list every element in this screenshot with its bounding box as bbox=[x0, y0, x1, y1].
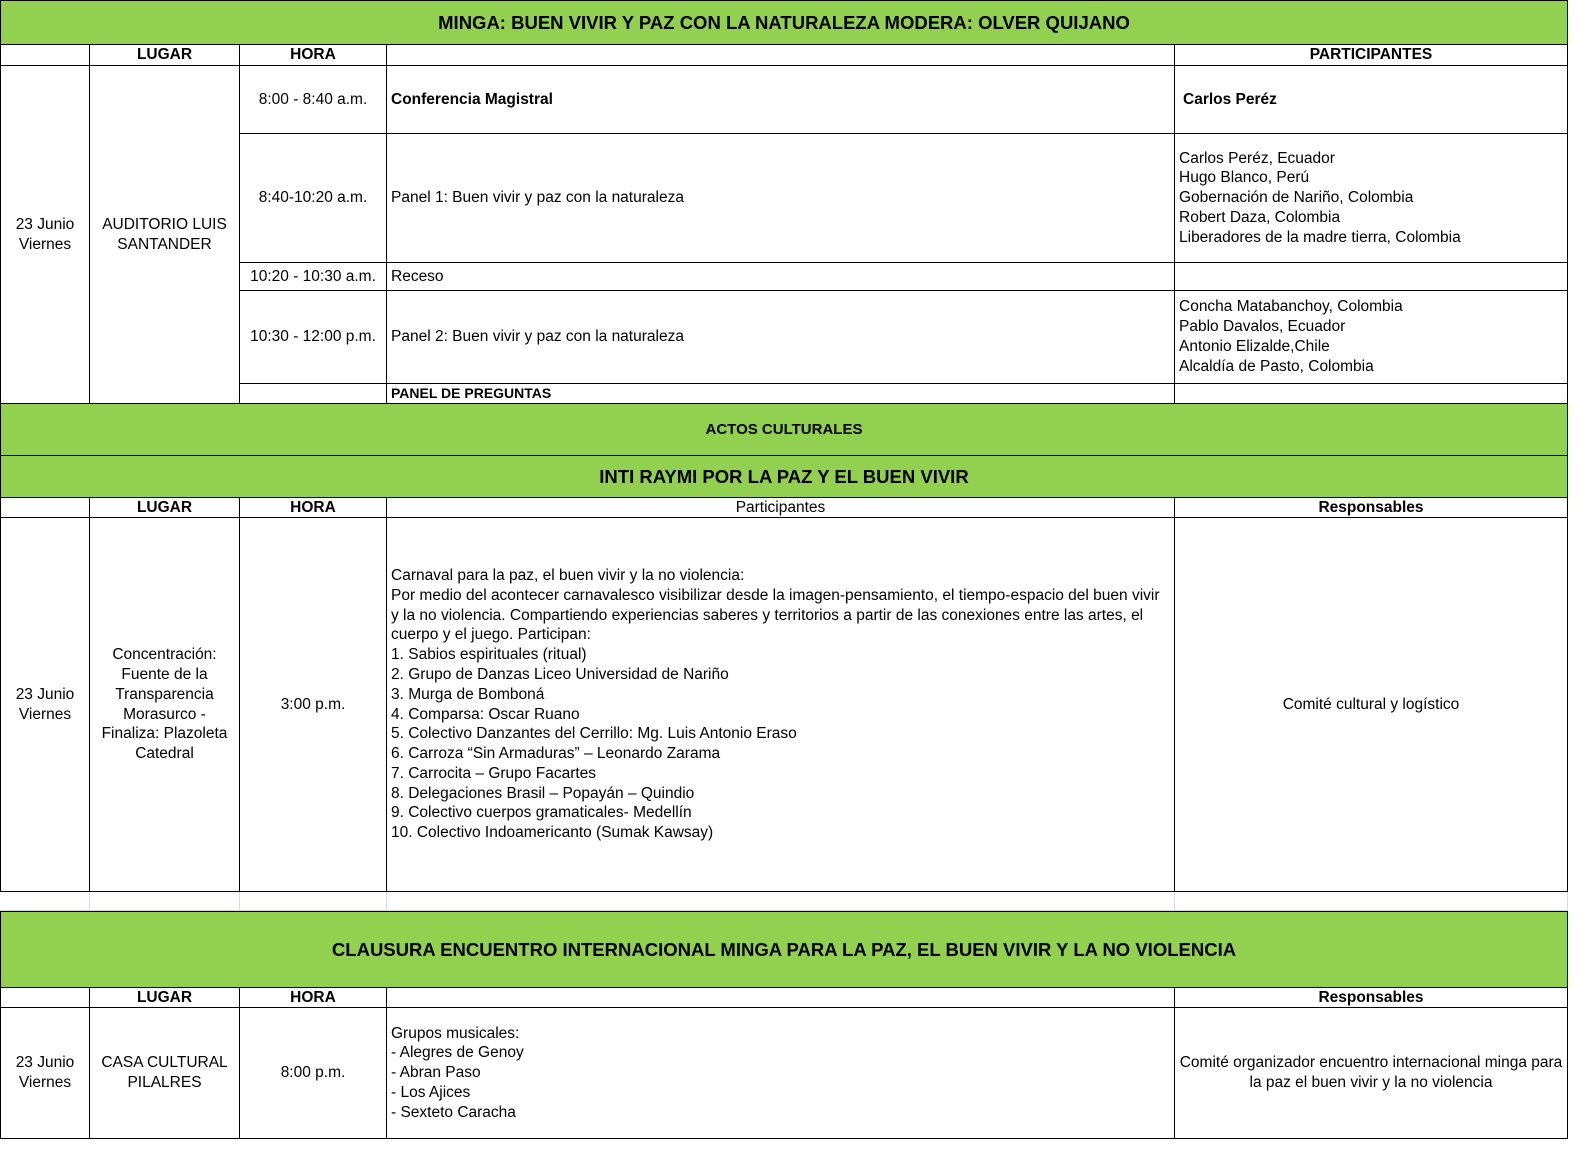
section1-header-activity[interactable] bbox=[387, 45, 1175, 66]
section3-fecha[interactable]: 23 Junio Viernes bbox=[0, 1008, 90, 1139]
section1-row2-participantes[interactable]: Carlos Peréz, Ecuador Hugo Blanco, Perú Gobernación de Nariño, Colombia Robert Daza, Colombia Liberadores de la madre tierra, Colombia bbox=[1175, 134, 1568, 263]
section2-hora[interactable]: 3:00 p.m. bbox=[240, 518, 387, 892]
section3-header-blank[interactable] bbox=[0, 988, 90, 1008]
section1-row2-hora[interactable]: 8:40-10:20 a.m. bbox=[240, 134, 387, 263]
section1-row3-participantes[interactable] bbox=[1175, 263, 1568, 291]
section1-header-hora[interactable]: HORA bbox=[240, 45, 387, 66]
section3-header-hora[interactable]: HORA bbox=[240, 988, 387, 1008]
section2-header-lugar[interactable]: LUGAR bbox=[90, 498, 240, 518]
section2-lugar[interactable]: Concentración: Fuente de la Transparencia Morasurco - Finaliza: Plazoleta Catedral bbox=[90, 518, 240, 892]
section1-lugar[interactable]: AUDITORIO LUIS SANTANDER bbox=[90, 66, 240, 404]
section1-row4-hora[interactable]: 10:30 - 12:00 p.m. bbox=[240, 291, 387, 384]
spacer-cell-activity[interactable] bbox=[387, 892, 1175, 911]
section1-header-blank[interactable] bbox=[0, 45, 90, 66]
section2-participantes[interactable]: Carnaval para la paz, el buen vivir y la no violencia: Por medio del acontecer carnavalesco visibilizar desde la imagen-pensamiento, el tiempo-espacio del buen vivir y la no violencia. Compartiendo experiencias saberes y territorios a partir de las conexiones entre las artes, el cuerpo y el juego. Participan: 1. Sabios espirituales (ritual) 2. Grupo de Danzas Liceo Universidad de Nariño 3. Murga de Bomboná 4. Comparsa: Oscar Ruano 5. Colectivo Danzantes del Cerrillo: Mg. Luis Antonio Eraso 6. Carroza “Sin Armaduras” – Leonardo Zarama 7. Carrocita – Grupo Facartes 8. Delegaciones Brasil – Popayán – Quindio 9. Colectivo cuerpos gramaticales- Medellín 10. Colectivo Indoamericanto (Sumak Kawsay) bbox=[387, 518, 1175, 892]
section3-responsables[interactable]: Comité organizador encuentro internacional minga para la paz el buen vivir y la no violencia bbox=[1175, 1008, 1568, 1139]
section3-header-responsables[interactable]: Responsables bbox=[1175, 988, 1568, 1008]
section1-row5-hora[interactable] bbox=[240, 384, 387, 404]
section1-header-lugar[interactable]: LUGAR bbox=[90, 45, 240, 66]
section3-title[interactable]: CLAUSURA ENCUENTRO INTERNACIONAL MINGA PARA LA PAZ, EL BUEN VIVIR Y LA NO VIOLENCIA bbox=[0, 911, 1568, 988]
spacer-cell-fecha[interactable] bbox=[0, 892, 90, 911]
section1-title[interactable]: MINGA: BUEN VIVIR Y PAZ CON LA NATURALEZA MODERA: OLVER QUIJANO bbox=[0, 0, 1568, 45]
section2-header-participantes[interactable]: Participantes bbox=[387, 498, 1175, 518]
section1-fecha[interactable]: 23 Junio Viernes bbox=[0, 66, 90, 404]
section2-responsables[interactable]: Comité cultural y logístico bbox=[1175, 518, 1568, 892]
section3-lugar[interactable]: CASA CULTURAL PILALRES bbox=[90, 1008, 240, 1139]
section2-header-blank[interactable] bbox=[0, 498, 90, 518]
section1-row1-participantes[interactable]: Carlos Peréz bbox=[1175, 66, 1568, 134]
section1-row4-participantes[interactable]: Concha Matabanchoy, Colombia Pablo Davalos, Ecuador Antonio Elizalde,Chile Alcaldía de Pasto, Colombia bbox=[1175, 291, 1568, 384]
section3-header-activity[interactable] bbox=[387, 988, 1175, 1008]
section1-row5-actividad[interactable]: PANEL DE PREGUNTAS bbox=[387, 384, 1175, 404]
section3-header-lugar[interactable]: LUGAR bbox=[90, 988, 240, 1008]
section1-row2-actividad[interactable]: Panel 1: Buen vivir y paz con la naturaleza bbox=[387, 134, 1175, 263]
section1-row5-participantes[interactable] bbox=[1175, 384, 1568, 404]
section2-title[interactable]: INTI RAYMI POR LA PAZ Y EL BUEN VIVIR bbox=[0, 456, 1568, 498]
section2-header-responsables[interactable]: Responsables bbox=[1175, 498, 1568, 518]
section1-header-participantes[interactable]: PARTICIPANTES bbox=[1175, 45, 1568, 66]
actos-culturales-banner[interactable]: ACTOS CULTURALES bbox=[0, 404, 1568, 456]
section1-row1-actividad[interactable]: Conferencia Magistral bbox=[387, 66, 1175, 134]
section2-fecha[interactable]: 23 Junio Viernes bbox=[0, 518, 90, 892]
section3-actividad[interactable]: Grupos musicales: - Alegres de Genoy - Abran Paso - Los Ajices - Sexteto Caracha bbox=[387, 1008, 1175, 1139]
section1-row4-actividad[interactable]: Panel 2: Buen vivir y paz con la naturaleza bbox=[387, 291, 1175, 384]
section2-header-hora[interactable]: HORA bbox=[240, 498, 387, 518]
section1-row3-hora[interactable]: 10:20 - 10:30 a.m. bbox=[240, 263, 387, 291]
section3-hora[interactable]: 8:00 p.m. bbox=[240, 1008, 387, 1139]
section1-row1-hora[interactable]: 8:00 - 8:40 a.m. bbox=[240, 66, 387, 134]
spacer-cell-responsables[interactable] bbox=[1175, 892, 1568, 911]
section1-row3-actividad[interactable]: Receso bbox=[387, 263, 1175, 291]
spacer-cell-lugar[interactable] bbox=[90, 892, 240, 911]
spacer-cell-hora[interactable] bbox=[240, 892, 387, 911]
